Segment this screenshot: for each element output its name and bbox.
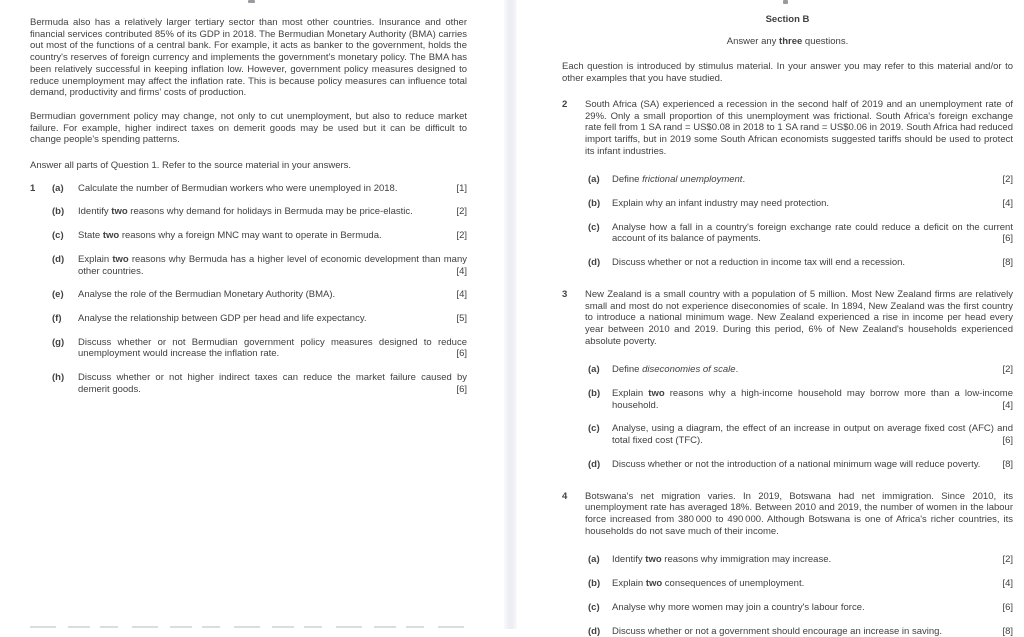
question-part-label: (d) [52,254,78,277]
question-number: 1 [30,183,35,195]
question-part-label: (d) [588,257,612,269]
question-number: 3 [562,289,585,348]
question-part-text: State two reasons why a foreign MNC may want to operate in Bermuda. [2] [78,230,467,242]
question-part-text: Explain two reasons why Bermuda has a higher level of economic development than many other countries. [4] [78,254,467,277]
marks-label: [6] [1002,233,1013,245]
question-part-text: Discuss whether or not a reduction in income tax will end a recession. [8] [612,257,1013,269]
question-part [588,198,1013,210]
question-part-label: (f) [52,313,78,325]
question-block [562,491,1013,637]
question-part-text: Define frictional unemployment. [2] [612,174,1013,186]
question-part-label: (b) [588,578,612,590]
marks-label: [4] [456,266,467,278]
question-part-text: Define diseconomies of scale. [2] [612,364,1013,376]
question-part-text: Analyse the role of the Bermudian Monetary Authority (BMA). [4] [78,289,467,301]
marks-label: [4] [456,289,467,301]
marks-label: [2] [456,206,467,218]
marks-label: [8] [1002,459,1013,471]
question-part-label: (a) [588,174,612,186]
section-title: Section B [562,14,1013,26]
marks-label: [6] [1002,435,1013,447]
marks-label: [6] [1002,602,1013,614]
marks-label: [2] [1002,554,1013,566]
stimulus-paragraph: Bermudian government policy may change, not only to cut unemployment, but also to reduce market failure. For example, higher indirect taxes on demerit goods may be used but it can be difficult to change people's spending patterns. [30,111,467,146]
question-part-label: (d) [588,459,612,471]
stimulus-row [562,99,1013,158]
question-part-text: Discuss whether or not the introduction of a national minimum wage will reduce poverty. [8] [612,459,1013,471]
question-part [588,626,1013,637]
cut-off-text-fragment [783,0,788,4]
answer-rubric: Answer any three questions. [562,36,1013,48]
question-part [588,423,1013,446]
question-part-label: (b) [588,198,612,210]
stimulus-text: Botswana's net migration varies. In 2019, Botswana had net immigration. Since 2010, its unemployment rate has averaged 18%. Between 2010 and 2019, the number of women in the labour force increased from 380 000 to 490 000. Although Botswana is one of Africa's richer countries, its households do not save much of their income. [585,491,1013,538]
question-part-label: (c) [588,222,612,245]
question-part-text: Analyse the relationship between GDP per head and life expectancy. [5] [78,313,467,325]
question-part-text: Explain two consequences of unemployment. [4] [612,578,1013,590]
question-part [588,388,1013,411]
marks-label: [2] [1002,174,1013,186]
question-part [52,206,467,218]
question-part-text: Explain two reasons why a high-income household may borrow more than a low-income household. [4] [612,388,1013,411]
cut-off-text-fragment [248,0,255,3]
question-part-text: Analyse how a fall in a country's foreign exchange rate could reduce a deficit on the current account of its balance of payments. [6] [612,222,1013,245]
marks-label: [8] [1002,626,1013,637]
stimulus-text: New Zealand is a small country with a population of 5 million. Most New Zealand firms are relatively small and most do not experience diseconomies of scale. In 1894, New Zealand was the first country to introduce a national minimum wage. New Zealand experienced a rise in income per head every year between 2010 and 2019. During this period, 6% of New Zealand's households experienced absolute poverty. [585,289,1013,348]
marks-label: [1] [456,183,467,195]
question-part-label: (b) [588,388,612,411]
question-part-text: Explain why an infant industry may need protection. [4] [612,198,1013,210]
marks-label: [6] [456,348,467,360]
question-parts [588,364,1013,470]
question-part-text: Calculate the number of Bermudian workers who were unemployed in 2018. [1] [78,183,467,195]
question-part-label: (d) [588,626,612,637]
question-part [588,602,1013,614]
answer-instruction: Answer all parts of Question 1. Refer to the source material in your answers. [30,160,467,172]
marks-label: [6] [456,384,467,396]
question-part-label: (h) [52,372,78,395]
exam-paper-left-page [0,0,504,629]
question-part [588,459,1013,471]
question-part-text: Discuss whether or not a government should encourage an increase in saving. [8] [612,626,1013,637]
question-part [588,578,1013,590]
question-part-label: (g) [52,337,78,360]
question-part-label: (a) [588,554,612,566]
question-number: 4 [562,491,585,538]
question-part-label: (c) [52,230,78,242]
question-part-text: Analyse why more women may join a country's labour force. [6] [612,602,1013,614]
marks-label: [4] [1002,198,1013,210]
question-number: 2 [562,99,585,158]
marks-label: [4] [1002,400,1013,412]
stimulus-paragraph: Bermuda also has a relatively larger tertiary sector than most other countries. Insurance and other financial services contributed 85% of its GDP in 2018. The Bermudian Monetary Authority (BMA) carries out most of the functions of a central bank. For example, it acts as banker to the government, holds the country's reserves of foreign currency and implements the government's monetary policy. The BMA has been relatively successful in keeping inflation low. However, government policy measures designed to reduce unemployment may affect the inflation rate. This is because policy measures can influence total demand, productivity and firms' costs of production. [30,17,467,99]
question-part-label: (c) [588,423,612,446]
question-part [52,183,467,195]
question-part [52,372,467,395]
question-part [588,257,1013,269]
question-part [588,174,1013,186]
question-part-text: Identify two reasons why immigration may increase. [2] [612,554,1013,566]
stimulus-row [562,289,1013,348]
question-1-block [30,183,467,396]
question-part [52,337,467,360]
question-part-text: Discuss whether or not Bermudian government policy measures designed to reduce unemployment would increase the inflation rate. [6] [78,337,467,360]
question-part [588,222,1013,245]
question-parts [52,183,467,396]
question-part-label: (c) [588,602,612,614]
question-part [588,554,1013,566]
clipped-text-line [30,626,467,628]
marks-label: [5] [456,313,467,325]
question-part [52,289,467,301]
question-part [52,230,467,242]
page-gap-divider [504,0,517,629]
marks-label: [8] [1002,257,1013,269]
marks-label: [2] [456,230,467,242]
question-part [52,313,467,325]
section-intro: Each question is introduced by stimulus material. In your answer you may refer to this material and/or to other examples that you have studied. [562,61,1013,84]
stimulus-text: South Africa (SA) experienced a recession in the second half of 2019 and an unemployment rate of 29%. Only a small proportion of this unemployment was frictional. South Africa's foreign exchange rate fell from 1 SA rand = US$0.08 in 2018 to 1 SA rand = US$0.06 in 2019. South Africa had reduced import tariffs, but in 2019 some South African economists suggested tariffs should be used to protect its infant industries. [585,99,1013,158]
question-block [562,289,1013,471]
marks-label: [2] [1002,364,1013,376]
question-part-label: (b) [52,206,78,218]
question-part-label: (a) [52,183,78,195]
exam-paper-right-page [517,0,1024,629]
question-block [562,99,1013,269]
question-part-text: Discuss whether or not higher indirect taxes can reduce the market failure caused by demerit goods. [6] [78,372,467,395]
question-part-label: (a) [588,364,612,376]
question-parts [588,554,1013,637]
question-part [52,254,467,277]
question-part-label: (e) [52,289,78,301]
question-part [588,364,1013,376]
questions-list [562,99,1013,637]
question-part-text: Identify two reasons why demand for holidays in Bermuda may be price-elastic. [2] [78,206,467,218]
question-parts [588,174,1013,269]
marks-label: [4] [1002,578,1013,590]
stimulus-row [562,491,1013,538]
question-part-text: Analyse, using a diagram, the effect of an increase in output on average fixed cost (AFC) and total fixed cost (TFC). [6] [612,423,1013,446]
